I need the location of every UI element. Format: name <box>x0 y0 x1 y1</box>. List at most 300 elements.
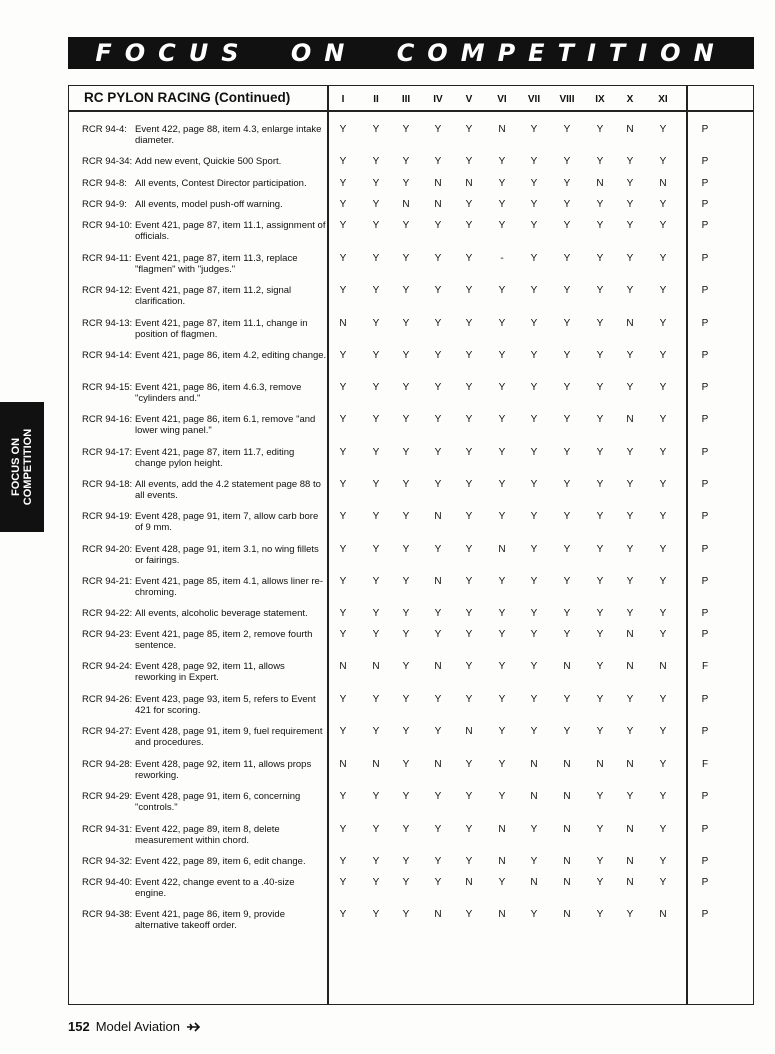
proposal-id: RCR 94-15: <box>82 382 133 393</box>
vote-cell: Y <box>563 414 571 425</box>
vote-cell: Y <box>498 156 506 167</box>
proposal-id: RCR 94-18: <box>82 479 133 490</box>
vote-cell: N <box>626 877 634 888</box>
vote-cell: Y <box>659 877 667 888</box>
vote-cell: Y <box>434 447 442 458</box>
proposal-id: RCR 94-12: <box>82 285 133 296</box>
result-cell: P <box>701 877 709 888</box>
vote-cell: Y <box>596 350 604 361</box>
vote-cell: Y <box>465 629 473 640</box>
vote-cell: Y <box>563 285 571 296</box>
vote-cell: Y <box>563 199 571 210</box>
vote-cell: Y <box>626 285 634 296</box>
vote-cell: Y <box>434 608 442 619</box>
vote-cell: Y <box>434 856 442 867</box>
page-number: 152 <box>68 1019 90 1034</box>
vote-cell: Y <box>596 629 604 640</box>
vote-cell: Y <box>465 199 473 210</box>
proposal-id: RCR 94-23: <box>82 629 133 640</box>
vote-cell: Y <box>402 544 410 555</box>
proposal-description: Event 421, page 86, item 4.6.3, remove "cylinders and." <box>135 382 302 404</box>
vote-cell: Y <box>498 350 506 361</box>
vote-cell: Y <box>339 124 347 135</box>
vote-cell: Y <box>372 220 380 231</box>
vote-cell: Y <box>339 178 347 189</box>
vote-cell: Y <box>626 253 634 264</box>
publication-name: Model Aviation <box>95 1019 181 1034</box>
vote-cell: Y <box>563 253 571 264</box>
vote-cell: Y <box>402 124 410 135</box>
proposal-id: RCR 94-14: <box>82 350 133 361</box>
vote-cell: N <box>563 791 571 802</box>
vote-cell: Y <box>402 694 410 705</box>
vote-cell: Y <box>498 318 506 329</box>
vote-cell: Y <box>465 479 473 490</box>
proposal-id: RCR 94-29: <box>82 791 133 802</box>
vote-cell: Y <box>434 824 442 835</box>
vote-cell: Y <box>465 856 473 867</box>
table-row <box>0 511 775 539</box>
vote-cell: Y <box>402 382 410 393</box>
vote-cell: N <box>626 824 634 835</box>
vote-cell: Y <box>626 220 634 231</box>
proposal-id: RCR 94-8: <box>82 178 127 189</box>
column-header: VII <box>527 94 541 105</box>
vote-cell: N <box>498 544 506 555</box>
result-cell: P <box>701 124 709 135</box>
vote-cell: Y <box>372 856 380 867</box>
vote-cell: Y <box>372 694 380 705</box>
result-cell: F <box>701 661 709 672</box>
vote-cell: Y <box>659 544 667 555</box>
vote-cell: Y <box>498 178 506 189</box>
proposal-id: RCR 94-28: <box>82 759 133 770</box>
vote-cell: Y <box>530 178 538 189</box>
vote-cell: Y <box>465 156 473 167</box>
vote-cell: Y <box>626 178 634 189</box>
proposal-description: All events, add the 4.2 statement page 88 to all events. <box>135 479 321 501</box>
vote-cell: Y <box>563 726 571 737</box>
vote-cell: N <box>402 199 410 210</box>
vote-cell: Y <box>498 759 506 770</box>
vote-cell: Y <box>402 608 410 619</box>
vote-cell: Y <box>434 726 442 737</box>
vote-cell: Y <box>626 447 634 458</box>
table-row <box>0 661 775 689</box>
vote-cell: Y <box>626 479 634 490</box>
vote-cell: N <box>626 124 634 135</box>
vote-cell: Y <box>530 414 538 425</box>
vote-cell: Y <box>530 629 538 640</box>
column-header: XI <box>658 94 668 105</box>
vote-cell: Y <box>372 791 380 802</box>
vote-cell: Y <box>498 285 506 296</box>
vote-cell: Y <box>596 479 604 490</box>
column-header: IX <box>595 94 605 105</box>
proposal-description: Event 422, page 89, item 8, delete measurement within chord. <box>135 824 280 846</box>
vote-cell: Y <box>659 694 667 705</box>
vote-cell: Y <box>339 479 347 490</box>
vote-cell: Y <box>596 511 604 522</box>
table-row <box>0 253 775 281</box>
result-cell: P <box>701 576 709 587</box>
vote-cell: Y <box>498 726 506 737</box>
table-row <box>0 576 775 604</box>
vote-cell: Y <box>465 318 473 329</box>
vote-cell: Y <box>465 220 473 231</box>
result-cell: P <box>701 285 709 296</box>
vote-cell: Y <box>530 124 538 135</box>
proposal-id: RCR 94-38: <box>82 909 133 920</box>
vote-cell: Y <box>563 511 571 522</box>
vote-cell: N <box>563 661 571 672</box>
vote-cell: Y <box>563 694 571 705</box>
proposal-description: Event 421, page 87, item 11.1, assignment of officials. <box>135 220 326 242</box>
proposal-description: Event 421, page 87, item 11.3, replace "flagmen" with "judges." <box>135 253 298 275</box>
vote-cell: Y <box>596 726 604 737</box>
proposal-id: RCR 94-24: <box>82 661 133 672</box>
table-row <box>0 694 775 722</box>
vote-cell: Y <box>596 877 604 888</box>
vote-cell: Y <box>339 576 347 587</box>
vote-cell: Y <box>434 253 442 264</box>
vote-cell: Y <box>596 124 604 135</box>
vote-cell: Y <box>402 350 410 361</box>
vote-cell: Y <box>372 178 380 189</box>
column-header: IV <box>433 94 443 105</box>
result-cell: P <box>701 511 709 522</box>
vote-cell: N <box>563 877 571 888</box>
vote-cell: Y <box>659 447 667 458</box>
vote-cell: Y <box>596 199 604 210</box>
proposal-id: RCR 94-17: <box>82 447 133 458</box>
proposal-description: Event 421, page 87, item 11.2, signal clarification. <box>135 285 292 307</box>
result-cell: P <box>701 156 709 167</box>
result-cell: P <box>701 318 709 329</box>
column-header: II <box>373 94 379 105</box>
vote-cell: N <box>530 759 538 770</box>
vote-cell: Y <box>372 824 380 835</box>
vote-cell: N <box>626 661 634 672</box>
vote-cell: Y <box>626 576 634 587</box>
vote-cell: Y <box>498 447 506 458</box>
result-cell: P <box>701 253 709 264</box>
table-row <box>0 759 775 787</box>
vote-cell: N <box>339 759 347 770</box>
result-cell: P <box>701 726 709 737</box>
vote-cell: Y <box>596 544 604 555</box>
vote-cell: Y <box>434 382 442 393</box>
table-row <box>0 909 775 937</box>
vote-cell: N <box>626 856 634 867</box>
table-row <box>0 220 775 248</box>
proposal-id: RCR 94-20: <box>82 544 133 555</box>
vote-cell: Y <box>339 909 347 920</box>
result-cell: P <box>701 350 709 361</box>
vote-cell: Y <box>498 661 506 672</box>
table-row <box>0 382 775 410</box>
vote-cell: Y <box>339 511 347 522</box>
vote-cell: Y <box>339 350 347 361</box>
proposal-description: Event 428, page 91, item 7, allow carb bore of 9 mm. <box>135 511 319 533</box>
vote-cell: Y <box>530 544 538 555</box>
vote-cell: Y <box>339 694 347 705</box>
vote-cell: N <box>659 661 667 672</box>
vote-cell: Y <box>659 156 667 167</box>
vote-cell: Y <box>530 220 538 231</box>
vote-cell: Y <box>372 199 380 210</box>
vote-cell: Y <box>372 253 380 264</box>
vote-cell: N <box>498 124 506 135</box>
vote-cell: Y <box>465 694 473 705</box>
result-cell: P <box>701 856 709 867</box>
table-row <box>0 726 775 754</box>
vote-cell: Y <box>372 479 380 490</box>
proposal-id: RCR 94-19: <box>82 511 133 522</box>
vote-cell: Y <box>465 285 473 296</box>
section-title: RC PYLON RACING (Continued) <box>84 90 291 105</box>
result-cell: P <box>701 414 709 425</box>
vote-cell: N <box>530 791 538 802</box>
vote-cell: Y <box>530 156 538 167</box>
vote-cell: Y <box>372 629 380 640</box>
vote-cell: Y <box>434 156 442 167</box>
vote-cell: Y <box>402 220 410 231</box>
vote-cell: Y <box>498 877 506 888</box>
result-cell: P <box>701 479 709 490</box>
proposal-id: RCR 94-4: <box>82 124 127 135</box>
vote-cell: Y <box>498 694 506 705</box>
vote-cell: Y <box>434 350 442 361</box>
result-cell: P <box>701 909 709 920</box>
vote-cell: Y <box>626 199 634 210</box>
vote-cell: Y <box>465 124 473 135</box>
vote-cell: Y <box>596 318 604 329</box>
vote-cell: Y <box>596 382 604 393</box>
section-banner <box>68 37 754 69</box>
vote-cell: Y <box>596 694 604 705</box>
vote-cell: N <box>372 759 380 770</box>
proposal-id: RCR 94-16: <box>82 414 133 425</box>
column-header: III <box>401 94 411 105</box>
vote-cell: Y <box>659 350 667 361</box>
vote-cell: Y <box>530 479 538 490</box>
vote-cell: Y <box>372 544 380 555</box>
vote-cell: Y <box>402 791 410 802</box>
side-tab-line2: COMPETITION <box>22 428 34 506</box>
vote-cell: Y <box>402 661 410 672</box>
vote-cell: N <box>626 629 634 640</box>
vote-cell: Y <box>563 608 571 619</box>
vote-cell: Y <box>659 318 667 329</box>
vote-cell: Y <box>659 253 667 264</box>
vote-cell: Y <box>434 124 442 135</box>
proposal-description: Event 428, page 91, item 3.1, no wing fillets or fairings. <box>135 544 319 566</box>
vote-cell: Y <box>434 791 442 802</box>
vote-cell: Y <box>465 414 473 425</box>
proposal-id: RCR 94-11: <box>82 253 132 264</box>
vote-cell: Y <box>563 544 571 555</box>
vote-cell: Y <box>563 576 571 587</box>
vote-cell: Y <box>465 544 473 555</box>
vote-cell: N <box>498 909 506 920</box>
vote-cell: Y <box>596 447 604 458</box>
proposal-description: Event 428, page 91, item 9, fuel requirement and procedures. <box>135 726 323 748</box>
vote-cell: N <box>596 178 604 189</box>
vote-cell: N <box>563 824 571 835</box>
vote-cell: Y <box>530 253 538 264</box>
proposal-description: All events, Contest Director participation. <box>135 178 307 189</box>
vote-cell: Y <box>372 318 380 329</box>
vote-cell: Y <box>372 285 380 296</box>
column-header: X <box>626 94 634 105</box>
proposal-id: RCR 94-10: <box>82 220 133 231</box>
vote-cell: Y <box>402 479 410 490</box>
vote-cell: Y <box>563 479 571 490</box>
vote-cell: Y <box>434 629 442 640</box>
vote-cell: Y <box>596 414 604 425</box>
vote-cell: Y <box>402 824 410 835</box>
vote-cell: Y <box>659 629 667 640</box>
result-cell: P <box>701 629 709 640</box>
vote-cell: Y <box>596 576 604 587</box>
vote-cell: Y <box>402 178 410 189</box>
proposal-description: Event 421, page 86, item 4.2, editing change. <box>135 350 327 361</box>
vote-cell: N <box>563 909 571 920</box>
vote-cell: Y <box>465 576 473 587</box>
vote-cell: Y <box>530 608 538 619</box>
vote-cell: Y <box>626 382 634 393</box>
vote-cell: N <box>434 511 442 522</box>
vote-cell: Y <box>372 608 380 619</box>
vote-cell: Y <box>434 220 442 231</box>
vote-cell: Y <box>372 350 380 361</box>
proposal-id: RCR 94-9: <box>82 199 127 210</box>
result-cell: P <box>701 178 709 189</box>
vote-cell: N <box>563 759 571 770</box>
table-row <box>0 414 775 442</box>
vote-cell: Y <box>530 447 538 458</box>
vote-cell: Y <box>402 576 410 587</box>
vote-cell: Y <box>402 447 410 458</box>
vote-cell: Y <box>372 576 380 587</box>
vote-cell: Y <box>372 156 380 167</box>
table-row <box>0 479 775 507</box>
proposal-description: Event 422, change event to a .40-size engine. <box>135 877 295 899</box>
vote-cell: Y <box>402 511 410 522</box>
vote-cell: Y <box>339 447 347 458</box>
vote-cell: N <box>465 877 473 888</box>
vote-cell: N <box>530 877 538 888</box>
vote-cell: Y <box>402 759 410 770</box>
vote-cell: N <box>434 199 442 210</box>
vote-cell: Y <box>402 877 410 888</box>
vote-cell: N <box>372 661 380 672</box>
column-header: V <box>465 94 473 105</box>
vote-cell: Y <box>596 909 604 920</box>
vote-cell: Y <box>339 856 347 867</box>
vote-cell: Y <box>465 382 473 393</box>
vote-cell: Y <box>659 759 667 770</box>
vote-cell: N <box>659 909 667 920</box>
vote-cell: Y <box>402 856 410 867</box>
vote-cell: Y <box>402 285 410 296</box>
vote-cell: Y <box>498 479 506 490</box>
vote-cell: Y <box>498 629 506 640</box>
vote-cell: Y <box>465 608 473 619</box>
vote-cell: Y <box>434 544 442 555</box>
vote-cell: Y <box>339 382 347 393</box>
banner-title: FOCUS ON COMPETITION <box>95 39 727 67</box>
proposal-id: RCR 94-21: <box>82 576 133 587</box>
table-row <box>0 629 775 657</box>
vote-cell: Y <box>339 791 347 802</box>
vote-cell: Y <box>659 856 667 867</box>
vote-cell: Y <box>659 199 667 210</box>
proposal-id: RCR 94-26: <box>82 694 133 705</box>
table-row <box>0 824 775 852</box>
vote-cell: Y <box>465 824 473 835</box>
result-cell: P <box>701 544 709 555</box>
vote-cell: Y <box>372 909 380 920</box>
vote-cell: Y <box>498 199 506 210</box>
vote-cell: Y <box>498 382 506 393</box>
table-row <box>0 447 775 475</box>
proposal-description: Event 421, page 86, item 6.1, remove "and lower wing panel." <box>135 414 316 436</box>
vote-cell: N <box>434 178 442 189</box>
vote-cell: Y <box>563 382 571 393</box>
vote-cell: N <box>434 661 442 672</box>
vote-cell: Y <box>339 608 347 619</box>
vote-cell: Y <box>563 156 571 167</box>
vote-cell: Y <box>596 661 604 672</box>
vote-cell: Y <box>372 511 380 522</box>
vote-cell: N <box>434 576 442 587</box>
vote-cell: N <box>626 414 634 425</box>
vote-cell: Y <box>465 909 473 920</box>
column-header: VIII <box>559 94 575 105</box>
proposal-description: Event 421, page 86, item 9, provide alternative takeoff order. <box>135 909 285 931</box>
result-cell: P <box>701 447 709 458</box>
table-row <box>0 350 775 378</box>
vote-cell: Y <box>530 576 538 587</box>
vote-cell: Y <box>626 694 634 705</box>
header-divider <box>69 110 753 112</box>
vote-cell: Y <box>626 350 634 361</box>
vote-cell: Y <box>626 544 634 555</box>
vote-cell: Y <box>659 824 667 835</box>
proposal-description: Event 422, page 89, item 6, edit change. <box>135 856 306 867</box>
vote-cell: Y <box>402 253 410 264</box>
vote-cell: Y <box>530 199 538 210</box>
vote-cell: Y <box>563 178 571 189</box>
vote-cell: Y <box>659 124 667 135</box>
table-row <box>0 791 775 819</box>
vote-cell: Y <box>530 824 538 835</box>
vote-cell: Y <box>434 877 442 888</box>
vote-cell: Y <box>530 726 538 737</box>
vote-cell: Y <box>659 608 667 619</box>
vote-cell: N <box>339 661 347 672</box>
table-row <box>0 124 775 152</box>
vote-cell: Y <box>339 824 347 835</box>
vote-cell: Y <box>596 156 604 167</box>
vote-cell: Y <box>498 608 506 619</box>
vote-cell: Y <box>659 479 667 490</box>
result-cell: P <box>701 608 709 619</box>
result-cell: F <box>701 759 709 770</box>
vote-cell: Y <box>530 694 538 705</box>
